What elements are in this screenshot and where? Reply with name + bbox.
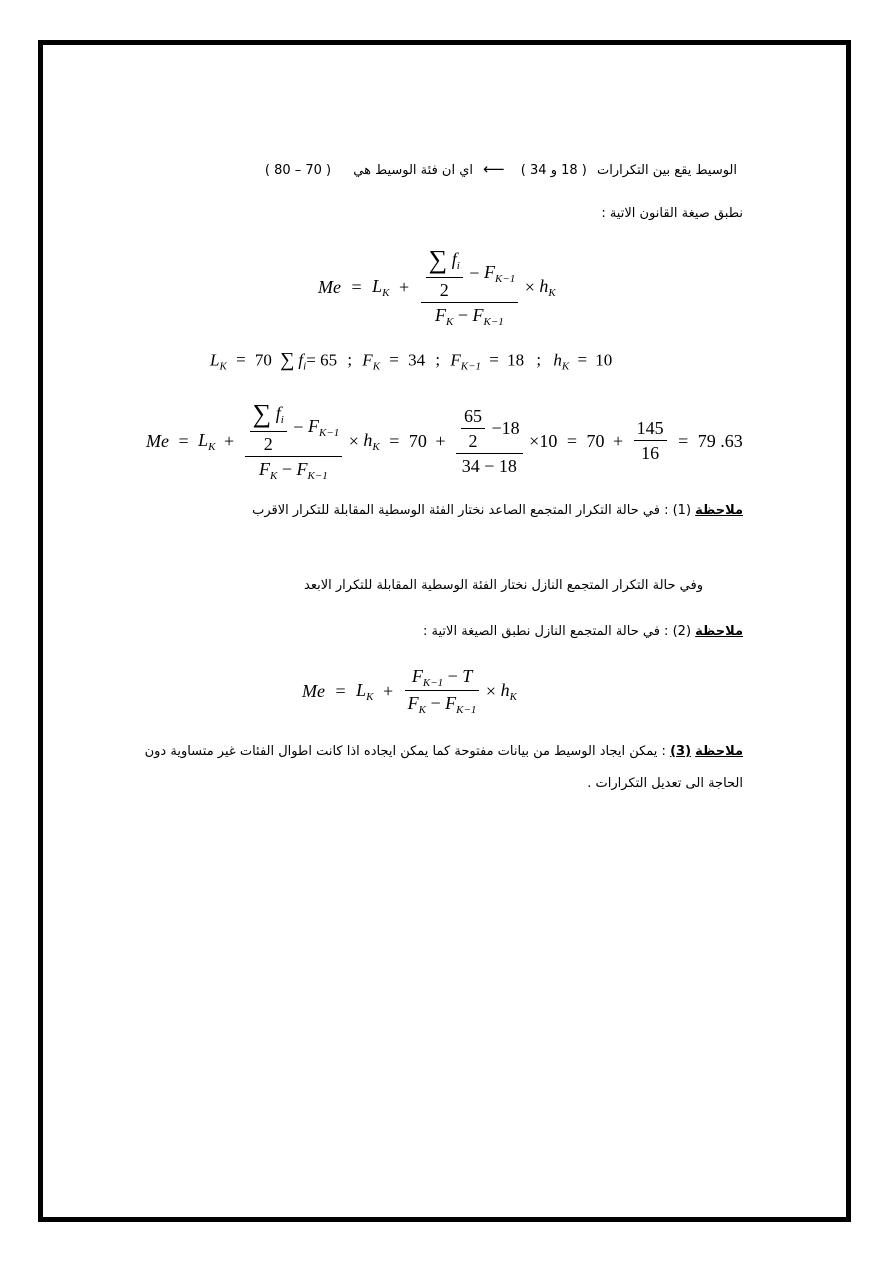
math-plus: +: [383, 680, 394, 701]
value-sum-f: 65: [320, 350, 338, 370]
result-fraction: [634, 418, 667, 464]
math-K: K: [366, 690, 374, 703]
note-3-label: ملاحظة: [695, 744, 743, 759]
math-K: K: [208, 440, 216, 453]
math-i: i: [456, 260, 460, 273]
math-h: h: [539, 275, 549, 296]
math-T: T: [462, 666, 473, 686]
note-3: [145, 744, 743, 759]
math-K: K: [548, 286, 556, 299]
math-eq: =: [678, 430, 689, 451]
math-me: Me: [146, 430, 169, 451]
math-F: F: [450, 350, 461, 370]
math-L: L: [356, 679, 367, 700]
value-L: 70: [254, 350, 272, 370]
math-minus: −: [491, 418, 502, 438]
math-eq: =: [389, 430, 400, 451]
math-minus: −: [430, 693, 441, 713]
math-minus: −: [293, 417, 304, 437]
text-median-class: اي ان فئة الوسيط هي: [353, 163, 473, 178]
math-L: L: [372, 275, 383, 296]
given-values-line: [210, 350, 612, 373]
math-h: h: [500, 679, 510, 700]
math-eq: =: [306, 350, 316, 370]
math-eq: =: [489, 350, 499, 370]
half-fraction: [461, 406, 485, 452]
math-F: F: [435, 305, 447, 325]
math-K: K: [270, 470, 278, 482]
math-eq: =: [178, 430, 189, 451]
value-145: 145: [636, 418, 664, 438]
median-calculation: [146, 400, 743, 482]
math-minus: −: [447, 666, 458, 686]
substituted-fraction: [456, 406, 523, 477]
math-f: f: [275, 403, 281, 424]
math-F: F: [407, 693, 419, 713]
descending-fraction: [405, 666, 480, 716]
math-F: F: [259, 459, 271, 479]
result-value: 79 .63: [697, 430, 743, 451]
math-eq: =: [577, 350, 588, 370]
math-i: i: [280, 414, 284, 427]
math-plus: +: [435, 430, 446, 451]
math-eq: =: [389, 350, 399, 370]
math-times: ×: [524, 276, 535, 297]
math-K: K: [219, 360, 227, 373]
main-fraction: [421, 246, 519, 328]
apply-formula-line: نطبق صيغة القانون الاتية :: [601, 206, 743, 221]
math-two: 2: [426, 277, 463, 301]
main-fraction: [245, 400, 343, 482]
descending-median-formula: [302, 666, 517, 716]
math-times: ×: [348, 430, 359, 451]
math-K: K: [509, 690, 517, 703]
math-me: Me: [318, 276, 341, 297]
math-plus: +: [612, 430, 624, 451]
value-65: 65: [464, 405, 483, 426]
math-times: ×: [485, 680, 497, 701]
math-F: F: [362, 350, 373, 370]
sigma-icon: ∑: [428, 245, 448, 274]
math-me: Me: [302, 680, 325, 701]
math-K: K: [561, 360, 570, 373]
value-h: 10: [595, 350, 613, 370]
math-eq: =: [335, 680, 346, 701]
math-Km1: K−1: [318, 427, 340, 439]
note-3-continuation: الحاجة الى تعديل التكرارات .: [587, 776, 743, 791]
math-minus: −: [457, 305, 469, 325]
math-plus: +: [399, 276, 410, 297]
math-K: K: [382, 286, 390, 299]
math-two: 2: [250, 431, 287, 455]
math-F: F: [411, 666, 423, 686]
math-L: L: [198, 429, 209, 450]
math-Km1: K−1: [483, 316, 504, 328]
math-K: K: [372, 440, 380, 453]
sigma-icon: ∑: [280, 349, 295, 371]
math-f: f: [298, 350, 304, 370]
math-plus: +: [224, 430, 235, 451]
value-16: 16: [634, 440, 667, 464]
math-L: L: [210, 350, 220, 370]
value-FKm1: 18: [507, 350, 525, 370]
math-eq: =: [566, 430, 577, 451]
math-K: K: [418, 704, 426, 716]
math-minus: −: [281, 459, 293, 479]
math-Km1: K−1: [422, 677, 444, 689]
note-1-label: ملاحظة: [695, 503, 743, 518]
arrow-icon: ⟵: [483, 160, 505, 178]
note-1-text: (1) : في حالة التكرار المتجمع الصاعد نختار الفئة الوسطية المقابلة للتكرار الاقرب: [252, 503, 692, 518]
value-70: 70: [586, 430, 605, 451]
sum-fraction: [250, 400, 287, 455]
math-h: h: [553, 350, 562, 370]
text-class-range: ( 70 – 80 ): [264, 163, 332, 178]
value-2: 2: [461, 428, 485, 452]
math-F: F: [307, 416, 319, 436]
math-F: F: [296, 459, 308, 479]
math-Km1: K−1: [460, 360, 482, 373]
math-Km1: K−1: [456, 704, 477, 716]
note-2-label: ملاحظة: [695, 624, 743, 639]
value-18: 18: [501, 418, 520, 438]
text-median-located: الوسيط يقع بين التكرارات: [597, 163, 737, 178]
math-eq: =: [236, 350, 246, 370]
sigma-icon: ∑: [252, 399, 272, 428]
median-interval-line: [265, 160, 737, 178]
median-formula: [318, 246, 556, 328]
value-FK: 34: [408, 350, 426, 370]
math-f: f: [451, 249, 457, 270]
math-eq: =: [351, 276, 362, 297]
math-i: i: [303, 360, 307, 373]
value-70: 70: [408, 430, 427, 451]
value-times-10: ×10: [529, 430, 558, 451]
math-semi: ;: [435, 350, 441, 370]
math-F: F: [445, 693, 457, 713]
math-semi: ;: [536, 350, 542, 370]
math-Km1: K−1: [494, 273, 516, 285]
note-1: [252, 503, 743, 518]
text-frequencies: ( 18 و 34 ): [520, 163, 587, 178]
sum-fraction: [426, 246, 463, 301]
math-K: K: [446, 316, 454, 328]
math-F: F: [472, 305, 484, 325]
note-3-text: : يمكن ايجاد الوسيط من بيانات مفتوحة كما يمكن ايجاده اذا كانت اطوال الفئات غير متساوية دون: [144, 744, 666, 759]
math-Km1: K−1: [307, 470, 328, 482]
note-1-continuation: وفي حالة التكرار المتجمع النازل نختار الفئة الوسطية المقابلة للتكرار الابعد: [304, 578, 703, 593]
note-2: [423, 624, 743, 639]
note-2-text: (2) : في حالة المتجمع النازل نطبق الصيغة الاتية :: [423, 624, 692, 639]
math-h: h: [363, 429, 373, 450]
math-K: K: [372, 360, 381, 373]
math-minus: −: [469, 263, 480, 283]
math-F: F: [483, 262, 495, 282]
value-denominator: 34 − 18: [456, 453, 523, 477]
math-semi: ;: [347, 350, 353, 370]
note-3-number: (3): [670, 744, 692, 759]
